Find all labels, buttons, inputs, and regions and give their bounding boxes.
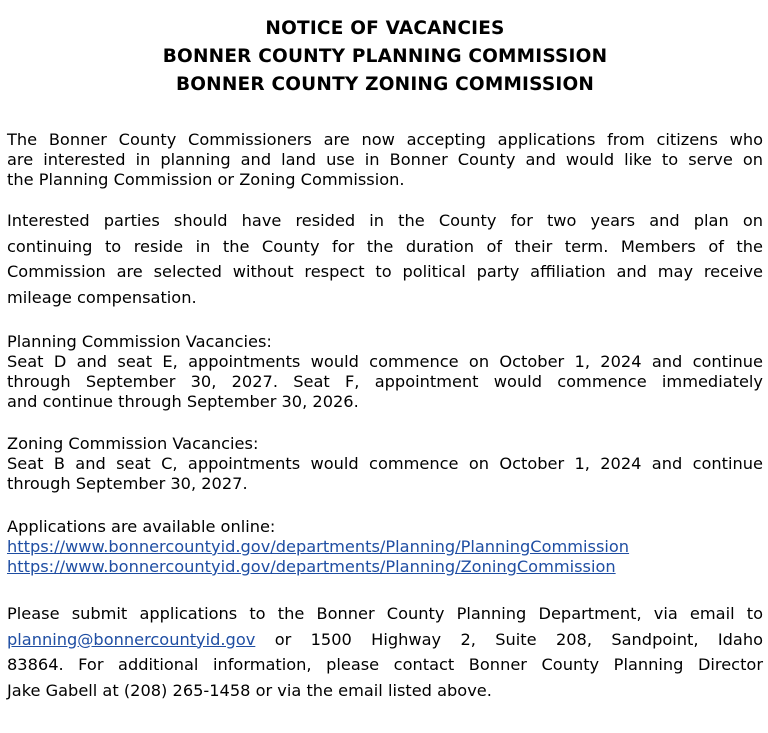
planning-vacancies-line: and continue through September 30, 2026. xyxy=(7,392,359,411)
planning-vacancies-section xyxy=(7,332,763,412)
intro-line: are interested in planning and land use in Bonner County and would like to serve on xyxy=(7,150,763,169)
intro-line: The Bonner County Commissioners are now accepting applications from citizens who xyxy=(7,130,763,149)
applications-section xyxy=(7,517,763,577)
submit-paragraph xyxy=(7,601,763,703)
title-zoning-commission: BONNER COUNTY ZONING COMMISSION xyxy=(175,74,595,95)
submit-line: Please submit applications to the Bonner County Planning Department, via email to xyxy=(7,604,763,623)
zoning-vacancies-section xyxy=(7,434,763,494)
zoning-vacancies-heading: Zoning Commission Vacancies: xyxy=(7,434,259,453)
eligibility-line: Interested parties should have resided in the County for two years and plan on xyxy=(7,211,763,230)
planning-email-link[interactable]: planning@bonnercountyid.gov xyxy=(7,629,256,649)
intro-line: the Planning Commission or Zoning Commission. xyxy=(7,170,405,189)
planning-vacancies-heading: Planning Commission Vacancies: xyxy=(7,332,272,351)
notice-header xyxy=(7,15,763,99)
zoning-commission-link[interactable]: https://www.bonnercountyid.gov/departments/Planning/ZoningCommission xyxy=(7,557,616,576)
planning-vacancies-line: Seat D and seat E, appointments would commence on October 1, 2024 and continue xyxy=(7,352,763,371)
title-notice: NOTICE OF VACANCIES xyxy=(265,18,505,39)
applications-heading: Applications are available online: xyxy=(7,517,276,536)
eligibility-paragraph xyxy=(7,208,763,310)
eligibility-line: continuing to reside in the County for the duration of their term. Members of the xyxy=(7,236,763,256)
zoning-vacancies-line: through September 30, 2027. xyxy=(7,474,248,493)
title-planning-commission: BONNER COUNTY PLANNING COMMISSION xyxy=(162,46,608,67)
intro-paragraph xyxy=(7,130,763,190)
eligibility-line: Commission are selected without respect to political party affiliation and may receive xyxy=(7,262,763,281)
planning-vacancies-line: through September 30, 2027. Seat F, appointment would commence immediately xyxy=(7,372,763,391)
eligibility-line: mileage compensation. xyxy=(7,287,197,307)
notice-document xyxy=(7,15,763,703)
zoning-vacancies-line: Seat B and seat C, appointments would commence on October 1, 2024 and continue xyxy=(7,454,763,473)
planning-commission-link[interactable]: https://www.bonnercountyid.gov/departments/Planning/PlanningCommission xyxy=(7,537,630,556)
submit-line: 83864. For additional information, please contact Bonner County Planning Director xyxy=(7,655,763,674)
submit-line: Jake Gabell at (208) 265-1458 or via the email listed above. xyxy=(7,680,492,700)
submit-line xyxy=(7,627,763,653)
submit-address-text: or 1500 Highway 2, Suite 208, Sandpoint, Idaho xyxy=(274,629,763,649)
